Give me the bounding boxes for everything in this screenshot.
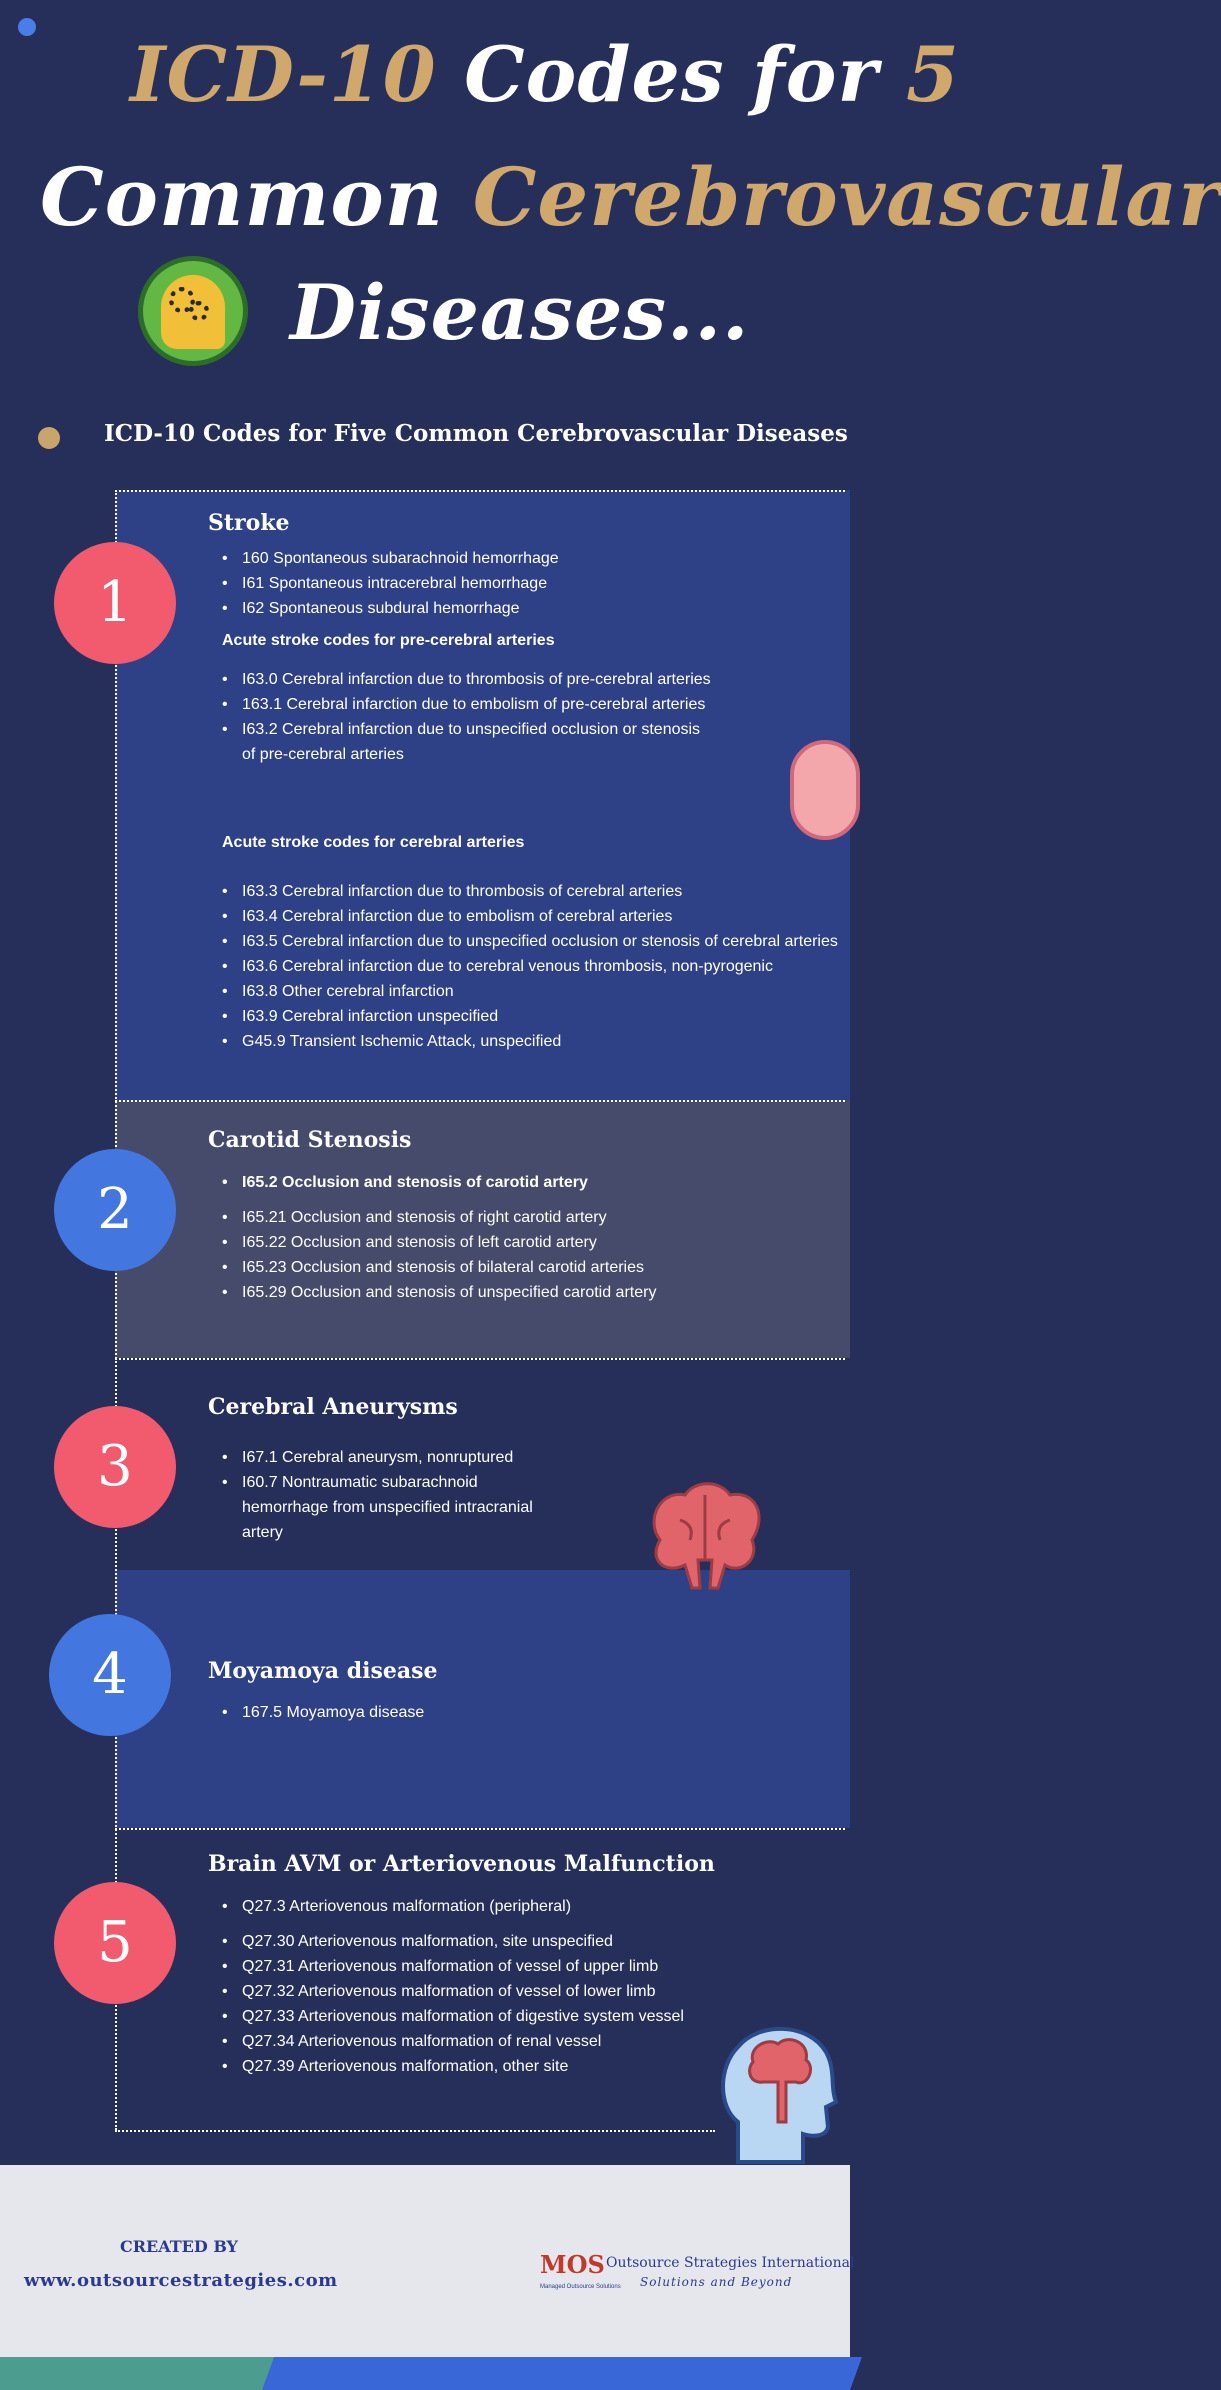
list-item: • Q27.32 Arteriovenous malformation of vessel of lower limb (222, 1979, 742, 2004)
number-badge-2: 2 (60, 1155, 170, 1265)
brain-gears-icon (138, 256, 248, 366)
head-brain-icon (718, 2012, 838, 2162)
footer-accent-green (0, 2357, 280, 2390)
list-item: • I63.9 Cerebral infarction unspecified (222, 1004, 847, 1029)
subheading-cerebral: Acute stroke codes for cerebral arteries (222, 834, 525, 851)
section-moyamoya-bg (115, 1570, 850, 1828)
list-item: • Q27.30 Arteriovenous malformation, site unspecified (222, 1929, 742, 1954)
list-item: • 163.1 Cerebral infarction due to embolism of pre-cerebral arteries (222, 692, 712, 717)
dotted-divider (115, 490, 845, 492)
stroke-code-list (222, 546, 602, 621)
list-item: • I63.5 Cerebral infarction due to unspecified occlusion or stenosis of cerebral arteries (222, 929, 847, 954)
dotted-divider (115, 2130, 715, 2132)
subheading-pre-cerebral: Acute stroke codes for pre-cerebral arteries (222, 632, 555, 649)
list-item: • G45.9 Transient Ischemic Attack, unspecified (222, 1029, 847, 1054)
section-title-avm: Brain AVM or Arteriovenous Malfunction (208, 1851, 715, 1877)
list-item: • I65.29 Occlusion and stenosis of unspecified carotid artery (222, 1280, 782, 1305)
company-name: Outsource Strategies International (606, 2255, 855, 2271)
list-item: • I63.2 Cerebral infarction due to unspecified occlusion or stenosis of pre-cerebral arteries (222, 717, 712, 767)
list-item: • I63.8 Other cerebral infarction (222, 979, 847, 1004)
cerebral-code-list (222, 879, 847, 1054)
list-item: • Q27.34 Arteriovenous malformation of renal vessel (222, 2029, 742, 2054)
section-title-moyamoya: Moyamoya disease (208, 1658, 438, 1684)
section-title-aneurysms: Cerebral Aneurysms (208, 1394, 458, 1420)
list-item: • I63.3 Cerebral infarction due to thrombosis of cerebral arteries (222, 879, 847, 904)
brain-icon (640, 1480, 770, 1590)
number-badge-3: 3 (60, 1412, 170, 1522)
list-item: • I62 Spontaneous subdural hemorrhage (222, 596, 602, 621)
pink-brain-icon (790, 740, 860, 840)
title-part: Codes for (464, 30, 879, 119)
carotid-lead-list (222, 1170, 782, 1195)
title-line-2 (40, 150, 1221, 244)
list-item: • I67.1 Cerebral aneurysm, nonruptured (222, 1445, 562, 1470)
decorative-dot (18, 18, 36, 36)
list-item: • Q27.31 Arteriovenous malformation of vessel of upper limb (222, 1954, 742, 1979)
list-item: • I61 Spontaneous intracerebral hemorrhage (222, 571, 602, 596)
list-item: • I65.21 Occlusion and stenosis of right carotid artery (222, 1205, 782, 1230)
list-item: • I63.6 Cerebral infarction due to cerebral venous thrombosis, non-pyrogenic (222, 954, 847, 979)
number-badge-4: 4 (55, 1620, 165, 1730)
list-item: • I60.7 Nontraumatic subarachnoid hemorrhage from unspecified intracranial artery (222, 1470, 562, 1545)
section-title-stroke: Stroke (208, 510, 290, 536)
avm-lead-list (222, 1894, 742, 1919)
list-item: • 160 Spontaneous subarachnoid hemorrhage (222, 546, 602, 571)
avm-code-list (222, 1929, 742, 2079)
title-line-1 (130, 30, 960, 119)
title-part: ICD-10 (130, 30, 437, 119)
list-item: • I65.23 Occlusion and stenosis of bilateral carotid arteries (222, 1255, 782, 1280)
title-part: Common (40, 150, 444, 244)
carotid-code-list (222, 1205, 782, 1305)
created-by-label: CREATED BY (120, 2237, 238, 2256)
number-badge-1: 1 (60, 548, 170, 658)
list-item: • I65.22 Occlusion and stenosis of left carotid artery (222, 1230, 782, 1255)
logo-mark: MOS (540, 2250, 605, 2279)
dotted-divider (115, 1828, 845, 1830)
list-item: • I65.2 Occlusion and stenosis of carotid artery (222, 1170, 782, 1195)
subtitle-dot (38, 427, 60, 449)
list-item: • Q27.39 Arteriovenous malformation, other site (222, 2054, 742, 2079)
list-item: • Q27.3 Arteriovenous malformation (peripheral) (222, 1894, 742, 1919)
title-part: Cerebrovascular (472, 150, 1221, 244)
logo-small-text: Managed Outsource Solutions (540, 2284, 621, 2290)
section-title-carotid: Carotid Stenosis (208, 1127, 412, 1153)
title-part: 5 (905, 30, 960, 119)
company-tagline: Solutions and Beyond (640, 2275, 793, 2289)
title-line-3: Diseases... (290, 268, 750, 357)
subtitle: ICD-10 Codes for Five Common Cerebrovascular Diseases (104, 420, 848, 447)
list-item: • Q27.33 Arteriovenous malformation of digestive system vessel (222, 2004, 742, 2029)
list-item: • 167.5 Moyamoya disease (222, 1700, 622, 1725)
pre-cerebral-code-list (222, 667, 712, 767)
aneurysm-code-list (222, 1445, 562, 1545)
dotted-divider (115, 1358, 845, 1360)
list-item: • I63.0 Cerebral infarction due to thrombosis of pre-cerebral arteries (222, 667, 712, 692)
footer-accent-blue (262, 2357, 862, 2390)
number-badge-5: 5 (60, 1888, 170, 1998)
dotted-divider (115, 1100, 845, 1102)
website-link[interactable]: www.outsourcestrategies.com (24, 2270, 338, 2291)
moyamoya-code-list (222, 1700, 622, 1725)
list-item: • I63.4 Cerebral infarction due to embolism of cerebral arteries (222, 904, 847, 929)
